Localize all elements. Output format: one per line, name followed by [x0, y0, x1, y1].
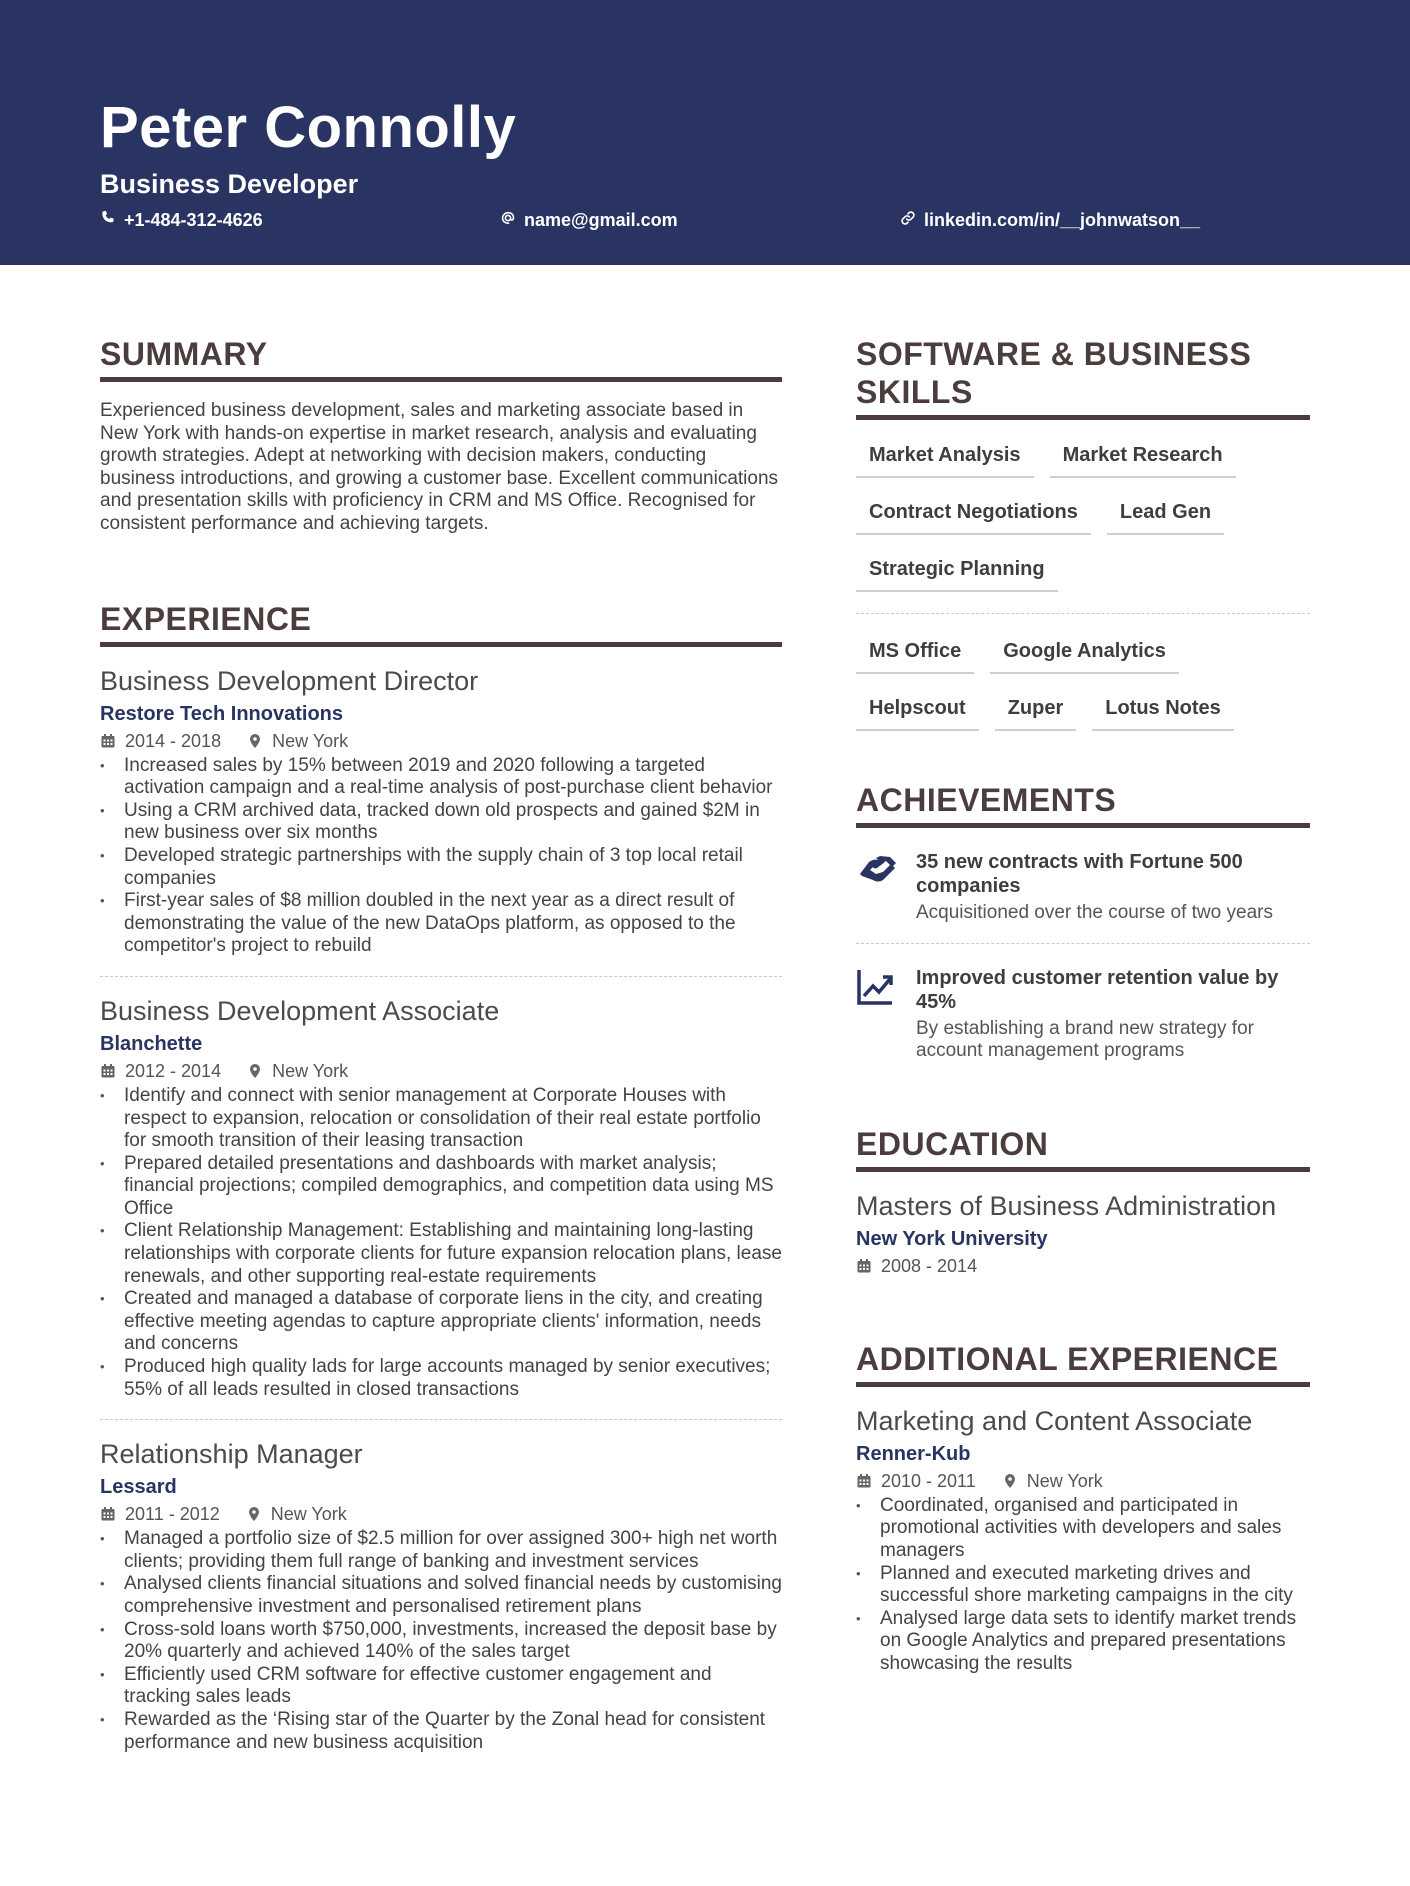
achievement-desc: Acquisitioned over the course of two years: [916, 902, 1273, 923]
list-item: • Rewarded as the ‘Rising star of the Quarter by the Zonal head for consistent performance and new business acquisition: [100, 1709, 782, 1754]
list-item: • Managed a portfolio size of $2.5 million for over assigned 300+ high net worth clients; providing them full range of banking and investment services: [100, 1528, 782, 1573]
map-pin-icon: [247, 733, 263, 749]
skills-heading: SOFTWARE & BUSINESS SKILLS: [856, 335, 1310, 420]
job-bullets: [856, 1495, 1310, 1676]
education-dates: 2008 - 2014: [856, 1254, 977, 1278]
skill-tag: Contract Negotiations: [856, 499, 1091, 535]
list-item: • Using a CRM archived data, tracked down old prospects and gained $2M in new business over six months: [100, 800, 782, 845]
skill-tag: MS Office: [856, 638, 974, 674]
experience-entry: [100, 665, 782, 958]
skills-section: [856, 335, 1310, 731]
contact-email[interactable]: [500, 208, 678, 232]
achievement-desc: By establishing a brand new strategy for account management programs: [916, 1017, 1254, 1062]
contact-phone[interactable]: [100, 208, 263, 232]
additional-experience-section: [856, 1340, 1310, 1676]
skill-tag: Google Analytics: [990, 638, 1179, 674]
calendar-icon: [100, 733, 116, 749]
list-item: • First-year sales of $8 million doubled in the next year as a direct result of demonstrating the value of the new DataOps platform, as opposed to the competitor's project to rebuild: [100, 890, 782, 958]
job-dates: 2011 - 2012: [100, 1502, 220, 1526]
list-item: • Coordinated, organised and participated in promotional activities with developers and sales managers: [856, 1495, 1310, 1563]
job-location: New York: [1002, 1469, 1103, 1493]
map-pin-icon: [1002, 1473, 1018, 1489]
skill-tag: Lotus Notes: [1092, 695, 1234, 731]
list-item: • Planned and executed marketing drives and successful shore marketing campaigns in the city: [856, 1563, 1310, 1608]
list-item: • Increased sales by 15% between 2019 and 2020 following a targeted activation campaign and a real-time analysis of post-purchase client behavior: [100, 755, 782, 800]
list-item: • Identify and connect with senior management at Corporate Houses with respect to expansion, relocation or consolidation of their real estate portfolio for smooth transition of their leasing transaction: [100, 1085, 782, 1153]
list-item: • Created and managed a database of corporate liens in the city, and creating effective meeting agendas to capture appropriate clients' information, needs and concerns: [100, 1288, 782, 1356]
divider: [856, 943, 1310, 944]
company-name: Blanchette: [100, 1032, 203, 1055]
phone-icon: [100, 208, 116, 232]
map-pin-icon: [246, 1506, 262, 1522]
calendar-icon: [100, 1063, 116, 1079]
skill-tag: Zuper: [995, 695, 1077, 731]
at-icon: [500, 208, 516, 232]
job-bullets: [100, 1085, 782, 1401]
linkedin-url: linkedin.com/in/__johnwatson__: [924, 210, 1201, 230]
education-heading: EDUCATION: [856, 1125, 1310, 1172]
job-dates: 2010 - 2011: [856, 1469, 976, 1493]
company-name: Renner-Kub: [856, 1442, 971, 1465]
calendar-icon: [856, 1258, 872, 1274]
skill-tag: Helpscout: [856, 695, 979, 731]
skill-tag: Market Research: [1050, 442, 1236, 478]
achievement-title: 35 new contracts with Fortune 500 companies: [916, 851, 1243, 897]
link-icon: [900, 208, 916, 232]
list-item: • Analysed large data sets to identify market trends on Google Analytics and prepared presentations showcasing the results: [856, 1608, 1310, 1676]
education-meta: [856, 1254, 1310, 1278]
divider: [100, 976, 782, 977]
map-pin-icon: [247, 1063, 263, 1079]
experience-heading: EXPERIENCE: [100, 600, 782, 647]
job-dates: 2014 - 2018: [100, 729, 221, 753]
resume-header: [0, 0, 1410, 265]
job-location: New York: [246, 1502, 347, 1526]
job-meta: [100, 729, 782, 753]
school-name: New York University: [856, 1227, 1048, 1250]
degree-title: Masters of Business Administration: [856, 1190, 1277, 1221]
job-title: Marketing and Content Associate: [856, 1405, 1253, 1436]
summary-section: [100, 335, 782, 536]
business-skills: [856, 442, 1310, 592]
job-title: Business Development Associate: [100, 995, 500, 1026]
achievements-section: [856, 781, 1310, 1063]
list-item: • Produced high quality lads for large accounts managed by senior executives; 55% of all leads resulted in closed transactions: [100, 1356, 782, 1401]
job-dates: 2012 - 2014: [100, 1059, 221, 1083]
job-title: Relationship Manager: [100, 1439, 363, 1470]
list-item: • Prepared detailed presentations and dashboards with market analysis; financial projections; compiled demographics, and competition data using MS Office: [100, 1153, 782, 1221]
list-item: • Client Relationship Management: Establishing and maintaining long-lasting relationships with corporate clients for future expansion relocation plans, lease renewals, and other supporting real-estate requirements: [100, 1220, 782, 1288]
divider: [100, 1419, 782, 1420]
job-meta: [856, 1469, 1310, 1493]
experience-section: [100, 600, 782, 1755]
achievement-item: [856, 850, 1310, 925]
email-address: name@gmail.com: [524, 210, 678, 230]
skill-tag: Market Analysis: [856, 442, 1034, 478]
company-name: Lessard: [100, 1476, 177, 1499]
job-title: Business Development Director: [100, 665, 479, 696]
summary-heading: SUMMARY: [100, 335, 782, 382]
skill-tag: Strategic Planning: [856, 556, 1058, 592]
achievement-title: Improved customer retention value by 45%: [916, 966, 1279, 1013]
experience-entry: [100, 995, 782, 1401]
job-meta: [100, 1502, 782, 1526]
list-item: • Efficiently used CRM software for effective customer engagement and tracking sales leads: [100, 1664, 782, 1709]
list-item: • Cross-sold loans worth $750,000, investments, increased the deposit base by 20% quarterly and achieved 140% of the sales target: [100, 1619, 782, 1664]
software-skills: [856, 638, 1310, 731]
experience-entry: [100, 1438, 782, 1754]
chart-line-up-icon: [856, 966, 916, 1063]
handshake-icon: [856, 850, 916, 925]
candidate-name: Peter Connolly: [100, 95, 517, 160]
summary-text: Experienced business development, sales and marketing associate based in New York with hands-on expertise in market research, analysis and evaluating growth strategies. Adept at networking with decision makers, conducting business introductions, and growing a customer base. Excellent communications and presentation skills with proficiency in CRM and MS Office. Recognised for consistent performance and achieving targets.: [100, 400, 779, 534]
list-item: • Analysed clients financial situations and solved financial needs by customising comprehensive investment and personalised retirement plans: [100, 1573, 782, 1618]
additional-heading: ADDITIONAL EXPERIENCE: [856, 1340, 1310, 1387]
job-bullets: [100, 755, 782, 958]
skill-tag: Lead Gen: [1107, 499, 1224, 535]
calendar-icon: [856, 1473, 872, 1489]
contact-linkedin[interactable]: [900, 208, 1200, 232]
job-location: New York: [247, 1059, 348, 1083]
job-meta: [100, 1059, 782, 1083]
right-column: [856, 335, 1310, 1676]
education-section: [856, 1125, 1310, 1278]
calendar-icon: [100, 1506, 116, 1522]
job-bullets: [100, 1528, 782, 1754]
list-item: • Developed strategic partnerships with the supply chain of 3 top local retail companies: [100, 845, 782, 890]
company-name: Restore Tech Innovations: [100, 702, 344, 725]
divider: [856, 613, 1310, 614]
achievement-item: [856, 966, 1310, 1063]
job-location: New York: [247, 729, 348, 753]
candidate-role: Business Developer: [100, 169, 359, 199]
achievements-heading: ACHIEVEMENTS: [856, 781, 1310, 828]
left-column: [100, 335, 782, 1754]
phone-number: +1-484-312-4626: [124, 210, 263, 230]
